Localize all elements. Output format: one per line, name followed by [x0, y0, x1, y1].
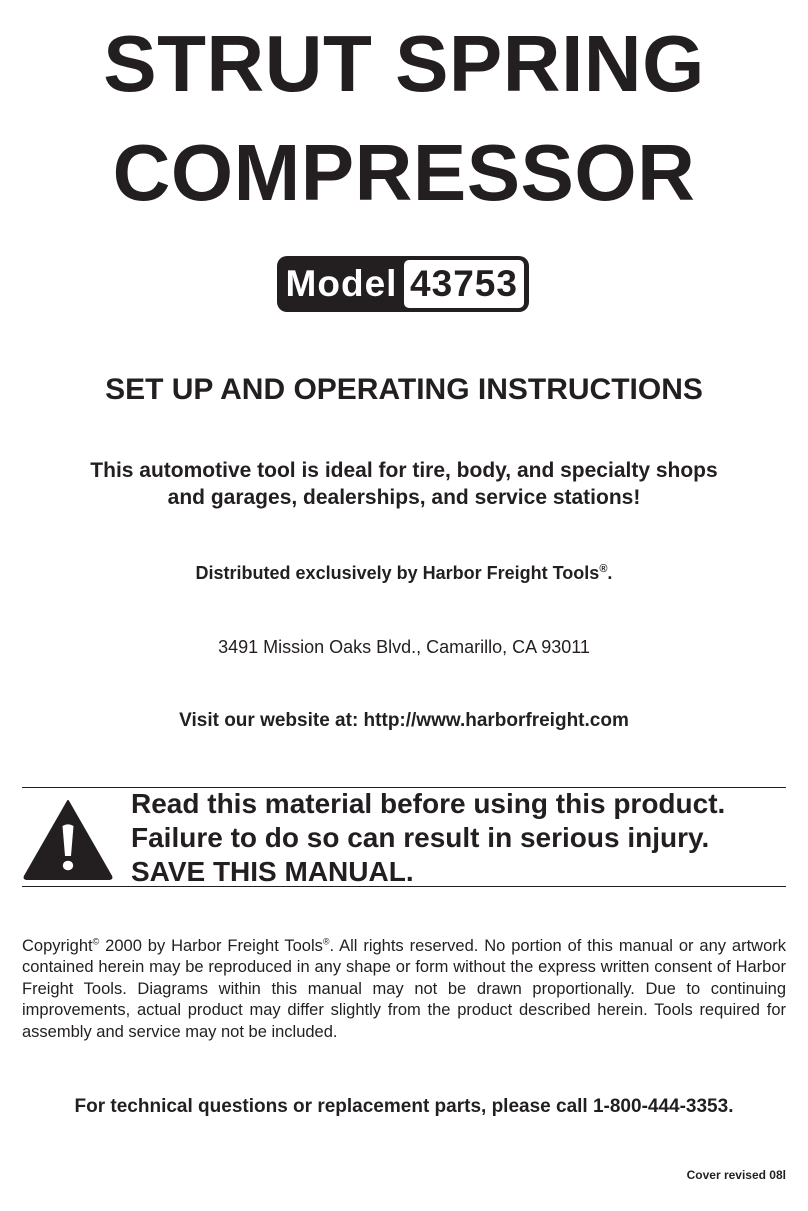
technical-support-line: For technical questions or replacement parts, please call 1-800-444-3353. [74, 1096, 734, 1117]
copyright-notice [22, 936, 786, 1043]
model-badge [277, 256, 529, 312]
warning-triangle-icon [22, 798, 114, 880]
distributor-text: Distributed exclusively by Harbor Freight Tools [195, 563, 600, 583]
registered-mark: ® [599, 563, 608, 575]
revision-note: Cover revised 08l [686, 1168, 786, 1182]
model-number: 43753 [410, 263, 518, 304]
copyright-prefix: Copyright [22, 937, 93, 955]
address: 3491 Mission Oaks Blvd., Camarillo, CA 93011 [218, 637, 590, 657]
title-line-2: COMPRESSOR [112, 128, 696, 217]
copyright-registered-mark: ® [322, 936, 330, 947]
warning-bottom-rule [22, 886, 786, 887]
distributor-end: . [607, 563, 613, 583]
model-label: Model [285, 263, 398, 304]
copyright-mark: © [92, 936, 100, 947]
subtitle: SET UP AND OPERATING INSTRUCTIONS [105, 373, 703, 406]
warning-line-3: SAVE THIS MANUAL. [131, 856, 414, 887]
distributor-line [0, 560, 808, 586]
website-line: Visit our website at: http://www.harborfreight.com [179, 710, 629, 731]
copyright-middle: 2000 by Harbor Freight Tools [99, 937, 323, 955]
model-number-box [404, 260, 524, 308]
tagline-line-2: and garages, dealerships, and service stations! [167, 486, 641, 509]
warning-line-2: Failure to do so can result in serious injury. [131, 822, 710, 853]
tagline-line-1: This automotive tool is ideal for tire, body, and specialty shops [90, 459, 718, 482]
title-line-1: STRUT SPRING [103, 19, 705, 108]
warning-line-1: Read this material before using this product. [131, 788, 726, 819]
copyright-body: . All rights reserved. No portion of this manual or any artwork contained herein may be reproduced in any shape or form without the express written consent of Harbor Freight Tools. Diagrams within this manual may not be drawn proportionally. Due to continuing improvements, actual product may differ slightly from the product described herein. Tools required for assembly and service may not be included. [22, 937, 786, 1041]
